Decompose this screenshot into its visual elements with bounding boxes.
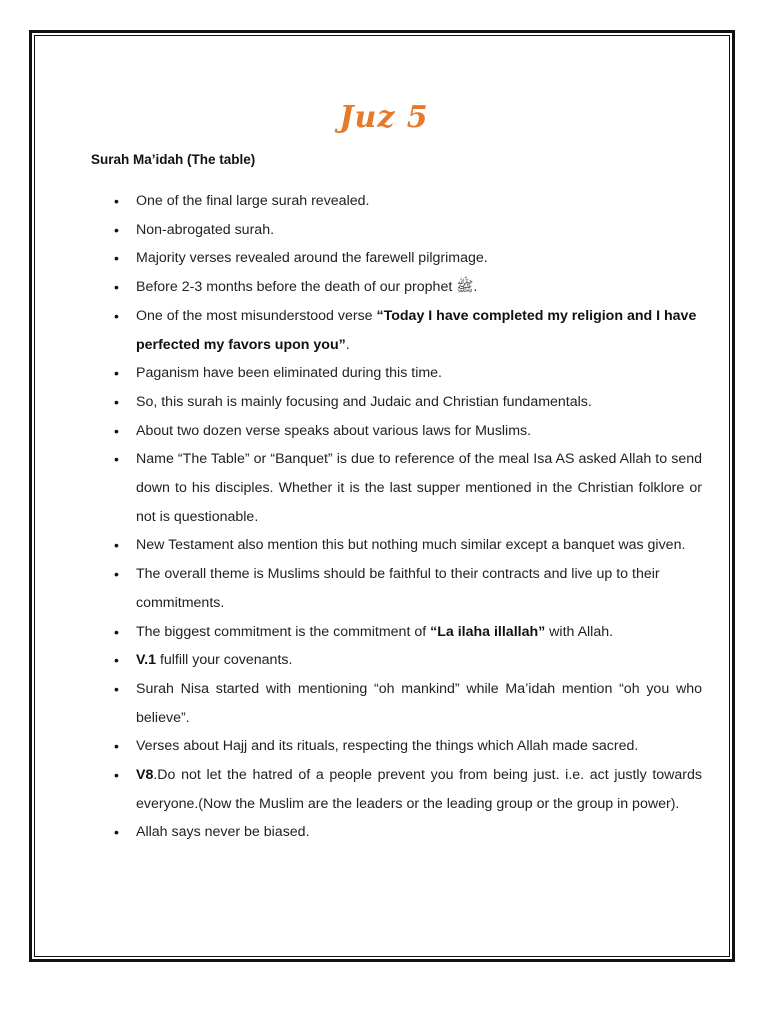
section-heading: Surah Ma’idah (The table)	[91, 152, 256, 167]
highlighted-phrase: “La ilaha illallah”	[430, 623, 546, 640]
verse-reference: V8	[136, 767, 154, 784]
list-item: • V.1 fulfill your covenants.	[136, 646, 702, 675]
list-item: • Name “The Table” or “Banquet” is due to reference of the meal Isa AS asked Allah to send down to his disciples. Whether it is the last supper mentioned in the Christian folklore or not is questionable.	[136, 445, 702, 531]
verse-reference: V.1	[136, 652, 156, 669]
list-item: • The biggest commitment is the commitment of “La ilaha illallah” with Allah.	[136, 618, 702, 647]
list-item: • So, this surah is mainly focusing and Judaic and Christian fundamentals.	[136, 388, 702, 417]
page-title: Juz 5	[339, 100, 429, 135]
list-item: • Majority verses revealed around the farewell pilgrimage.	[136, 244, 702, 273]
highlighted-verse: “Today I have completed my religion and I have perfected my favors upon you”	[136, 307, 697, 353]
list-item: • Verses about Hajj and its rituals, respecting the things which Allah made sacred.	[136, 732, 702, 761]
list-item: • Surah Nisa started with mentioning “oh mankind” while Ma’idah mention “oh you who believe”.	[136, 675, 702, 732]
list-item: • One of the final large surah revealed.	[136, 187, 702, 216]
list-item: • One of the most misunderstood verse “Today I have completed my religion and I have perfected my favors upon you”.	[136, 302, 702, 359]
list-item: • New Testament also mention this but nothing much similar except a banquet was given.	[136, 531, 702, 560]
list-item: • The overall theme is Muslims should be faithful to their contracts and live up to their commitments.	[136, 560, 702, 617]
bullet-list	[112, 187, 702, 847]
list-item: • Allah says never be biased.	[136, 818, 702, 847]
list-item: • Non-abrogated surah.	[136, 216, 702, 245]
list-item: • About two dozen verse speaks about various laws for Muslims.	[136, 417, 702, 446]
list-item: • V8.Do not let the hatred of a people prevent you from being just. i.e. act justly towards everyone.(Now the Muslim are the leaders or the leading group or the group in power).	[136, 761, 702, 818]
list-item: • Paganism have been eliminated during this time.	[136, 359, 702, 388]
list-item: • Before 2-3 months before the death of our prophet ﷺ.	[136, 273, 702, 302]
